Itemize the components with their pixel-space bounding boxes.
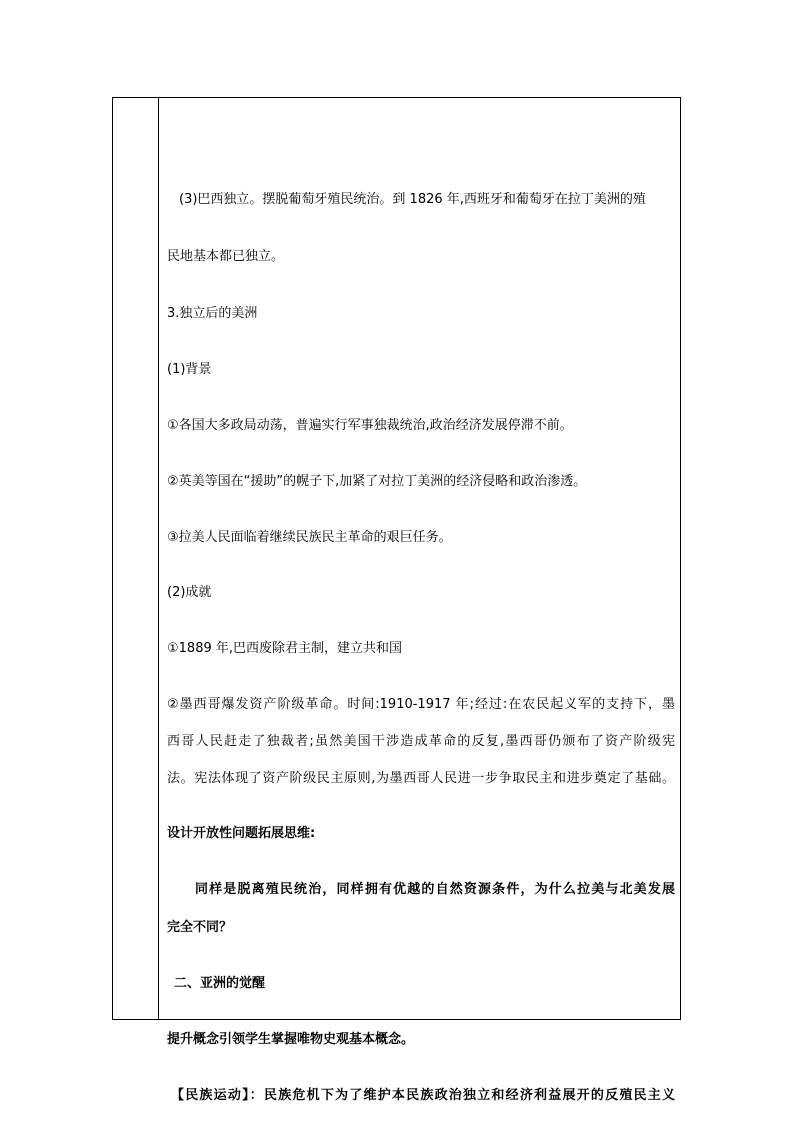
column-divider — [158, 98, 159, 1019]
subheading-background: (1)背景 — [167, 362, 212, 377]
section-heading-americas-after-independence: 3.独立后的美洲 — [167, 306, 258, 321]
background-item-2: ②英美等国在“援助”的幌子下,加紧了对拉丁美洲的经济侵略和政治渗透。 — [167, 474, 587, 489]
national-movement-definition: 【民族运动】：民族危机下为了维护本民族政治独立和经济利益展开的反殖民主义 — [171, 1088, 675, 1103]
open-question-line-1: 同样是脱离殖民统治，同样拥有优越的自然资源条件，为什么拉美与北美发展 — [195, 882, 675, 897]
lesson-table — [112, 97, 681, 1103]
achievement-item-2-line-3: 法。宪法体现了资产阶级民主原则,为墨西哥人民进一步争取民主和进步奠定了基础。 — [167, 771, 675, 786]
brazil-independence-line-2: 民地基本都已独立。 — [167, 249, 285, 264]
achievement-item-2-line-1: ②墨西哥爆发资产阶级革命。时间:1910-1917 年;经过:在农民起义军的支持下，墨 — [167, 697, 675, 712]
achievement-item-1: ①1889 年,巴西废除君主制，建立共和国 — [167, 641, 403, 656]
subheading-achievements: (2)成就 — [167, 585, 212, 600]
background-item-1: ①各国大多政局动荡，普遍实行军事独裁统治,政治经济发展停滞不前。 — [167, 418, 573, 433]
brazil-independence-line-1: (3)巴西独立。摆脱葡萄牙殖民统治。到 1826 年,西班牙和葡萄牙在拉丁美洲的殖 — [179, 192, 646, 207]
open-question-heading: 设计开放性问题拓展思维: — [167, 826, 316, 841]
open-question-line-2: 完全不同？ — [167, 920, 233, 935]
concept-guidance: 提升概念引领学生掌握唯物史观基本概念。 — [167, 1032, 415, 1047]
achievement-item-2-line-2: 西哥人民赶走了独裁者;虽然美国干涉造成革命的反复,墨西哥仍颁布了资产阶级宪 — [167, 734, 675, 749]
section-heading-asia-awakening: 二、亚洲的觉醒 — [174, 976, 266, 991]
background-item-3: ③拉美人民面临着继续民族民主革命的艰巨任务。 — [167, 530, 452, 545]
